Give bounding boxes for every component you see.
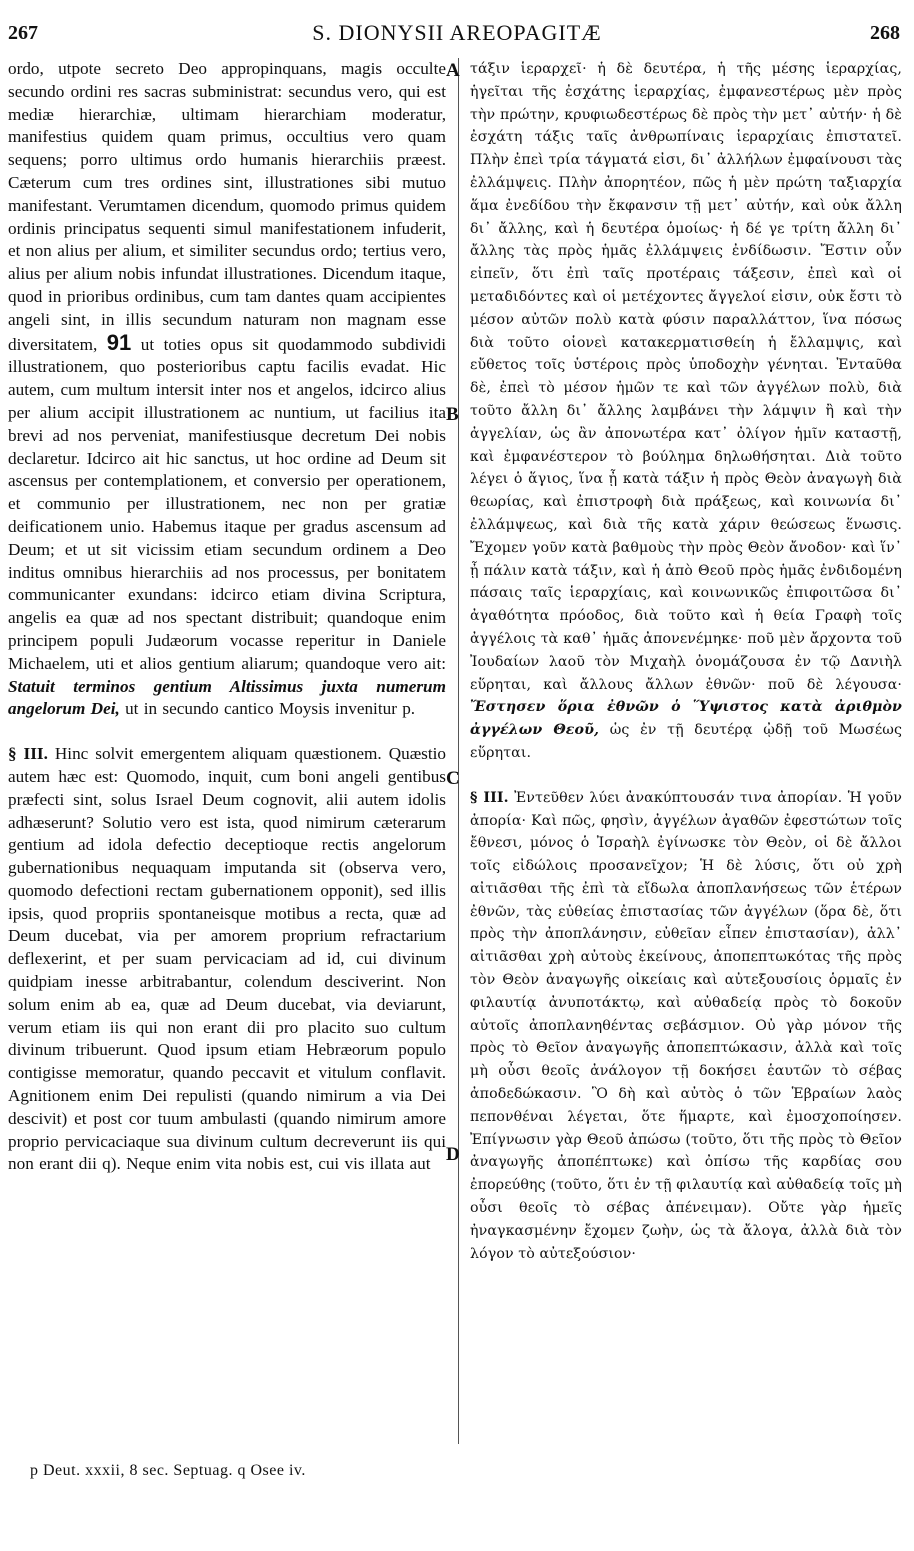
greek-quotation: Ἔστησεν ὅρια ἐθνῶν ὁ Ὕψιστος κατὰ ἀριθμὸν ἀγγέλων Θεοῦ, xyxy=(470,699,902,739)
column-number-91: 91 xyxy=(106,329,132,355)
greek-section-mark: § III. xyxy=(470,789,509,806)
latin-text-2: Hinc solvit emergentem aliquam quæstionem. Quæstio autem hæc est: Quomodo, inquit, cum boni angeli gentibus præfecti sint, solus Israel Deum cognovit, alii autem idolis adhæserunt? Solutio vero est ista, quod nimirum cæterarum gentium ad idola defectio deceptioque rectis angelorum gubernationibus nequaquam imputanda sit (observa vero, quomodo defectioni rectam gubernationem opponit), sed illis ipsis, quod propriis spontaneisque motibus a recta, quæ ad Deum ducebat, via per amorem proprium refractarium deflexerint, et per suam pervicaciam ad id, cui divinum quidpiam inesse arbitrabantur, colendum desciverint. Non solum enim ab ea, quæ ad Deum ducebat, via deviarunt, verum etiam iis qui non erant dii pro placito suo cultum divinum tribuerunt. Quod ipsum etiam Hebræorum populo contigisse memoratur, quando peccavit et vitulum conflavit. Agnitionem enim Dei repulisti (quando nimirum a via Dei descivit) et post cor tuum ambulasti (quando nimirum amore proprio pervicaciaque sua divinum cultum decreverunt iis qui non erant dii q). Neque enim vita nobis est, cui vis illata aut xyxy=(8,744,446,1174)
margin-letter-a: A xyxy=(446,60,460,81)
greek-text-1a: τάξιν ἱεραρχεῖ· ἡ δὲ δευτέρα, ἡ τῆς μέσης ἱεραρχίας, ἡγεῖται τῆς ἐσχάτης ἱεραρχίας, ἐμφανεστέρως μὲν πρὸς τὴν πρώτην, κρυφιωδεστέρως δὲ πρὸς τὴν μετ᾽ αὐτήν· ἡ δὲ ἐσχάτη τάξις ταῖς ἀνθρωπίναις ἱεραρχίαις ἐπιστατεῖ. Πλὴν ἐπεὶ τρία τάγματά εἰσι, δι᾽ ἀλλήλων ἐμφαίνουσι τὰς ἐλλάμψεις. Πλὴν ἀπορητέον, πῶς ἡ μὲν πρώτη ταξιαρχία ἅμα ἐνεδίδου τὴν ἔκφανσιν τῇ μετ᾽ αὐτήν, καὶ οὐκ ἄλλη δι᾽ ἄλλης, καὶ ἡ δευτέρα ὁμοίως· ἡ δέ γε τρίτη ἄλλη δι᾽ ἄλλης τὰς πρὸς ἡμᾶς ἐλλάμψεις ἐνδίδωσιν. Ἔστιν οὖν εἰπεῖν, ὅτι ἐπὶ ταῖς προτέραις τάξεσιν, ἐπεὶ καὶ οἱ μεταδιδόντες καὶ οἱ μετέχοντες ἄγγελοί εἰσιν, οὐκ ἔστι τὸ μέσον αὐτῶν πολὺ κατὰ φύσιν παραλλάττον, ἵνα πόσως διὰ τοῦτο οἱονεὶ κατακερματισθείη ἡ ἔλλαμψις, καὶ εὔθετος τοῖς ὑστέροις πρὸς ὑποδοχὴν γένηται. Ἐνταῦθα δὲ, ἐπεὶ τὸ μέσον ἡμῶν τε καὶ τῶν ἀγγέλων πολὺ, διὰ τοῦτο ἄλλη δι᾽ ἄλλης λαμβάνει τὴν λάμψιν ἢ καὶ τὴν ἀγγελίαν, ὡς ἂν ἀπονωτέρα κατ᾽ ὀλίγον ἡμῖν καταστῇ, καὶ ἐμφανέστερον τὸ βούλημα δηλωθήσηται. Διὰ τοῦτο λέγει ὁ ἅγιος, ἵνα ᾖ κατὰ τάξιν ἡ πρὸς Θεὸν ἀναγωγὴ διὰ θεωρίας, καὶ ἐπιστροφὴ διὰ πράξεως, καὶ κοινωνία δι᾽ ἐλλάμψεως, καὶ διὰ τῆς κατὰ χάριν θεώσεως ἕνωσις. Ἔχομεν γοῦν κατὰ βαθμοὺς τὴν πρὸς Θεὸν ἄνοδον· καὶ ἵν᾽ ᾖ πάλιν κατὰ τάξιν, καὶ ἡ ἀπὸ Θεοῦ πρὸς ἡμᾶς ἐνδιδομένη πάσαις ταῖς ἱεραρχίαις, καὶ κοινωνικῶς ἐπιφοιτῶσα δι᾽ ἀγαθότητα πρόοδος, διὰ τοῦτο καὶ ἡ θεία Γραφὴ τοῖς ἀγγέλοις τὰ καθ᾽ ἡμᾶς ἀπονενέμηκε· ποῦ μὲν ἄρχοντα τοῦ Ἰουδαίων λαοῦ τὸν Μιχαὴλ ὀνομάζουσα ἐν τῷ Δανιὴλ εὕρηται, καὶ ἄλλους ἄλλων ἐθνῶν· ποῦ δὲ λέγουσα· xyxy=(470,61,902,693)
latin-paragraph-1 xyxy=(8,58,446,721)
page-number-left: 267 xyxy=(8,22,38,44)
latin-text-1a: ordo, utpote secreto Deo appropinquans, magis occulte secundo ordini res sacras subministrat: secundus vero, qui est mediæ hierarchiæ, ultimam hierarchiam moderatur, manifestius quidem quam primus, occultius vero quam sequens; porro ultimus ordo humanis hierarchiis præest. Cæterum cum tres ordines sint, illustrationes sibi mutuo manifestant. Verumtamen dicendum, quomodo primus quidem ordinis principatus sequenti simul manifestationem infuderit, et non alius per alium, et similiter secundus ordo; tertius vero, alius per alium nobis infundat illustrationes. Dicendum itaque, quod in prioribus ordinibus, cum tam dantes quam accipientes angeli sint, in illis secundum naturam non magnam esse diversitatem, xyxy=(8,59,446,354)
margin-letter-b: B xyxy=(446,404,459,425)
latin-text-1c: ut in secundo cantico Moysis invenitur p. xyxy=(125,699,416,719)
page-number-right: 268 xyxy=(870,22,900,44)
column-divider xyxy=(458,58,459,1444)
latin-quotation: Statuit terminos gentium Altissimus juxta numerum angelorum Dei, xyxy=(8,676,446,719)
latin-paragraph-2 xyxy=(8,743,446,1176)
footnote: p Deut. xxxii, 8 sec. Septuag. q Osee iv. xyxy=(30,1462,306,1479)
greek-column xyxy=(470,58,902,1265)
latin-text-1b: ut toties opus sit quodammodo subdividi illustrationem, quo posterioribus captu facilis evadat. Hic autem, cum multum intersit inter nos et angelos, idcirco alius per alium accipit illustrationem ac nuntium, ut facilius ita brevi ad nos perveniat, manifestiusque decretum Dei nobis declaretur. Idcirco ait hic sanctus, ut hoc ordine ad Deum sit ascensus per contemplationem, et conversio per operationem, et communio per illustrationem, nec non per gratiæ deificationem unio. Habemus itaque per gradus ascensum ad Deum; et ut sit vicissim etiam secundum ordinem a Deo inditus omnibus hierarchiis ad nos processus, per bonitatem communicanter exundans: idcirco etiam divina Scriptura, angelis ea quæ ad nos spectant distribuit; quandoque enim principem populi Judæorum vocasse reperitur in Daniele Michaelem, uti et alios gentium aliarum; quandoque vero ait: xyxy=(8,334,447,673)
greek-text-1b: ὡς ἐν τῇ δευτέρᾳ ᾠδῇ τοῦ Μωσέως εὕρηται. xyxy=(470,722,903,761)
running-head: S. DIONYSII AREOPAGITÆ xyxy=(312,20,602,45)
margin-letter-c: C xyxy=(446,768,460,789)
greek-text-2: Ἐντεῦθεν λύει ἀνακύπτουσάν τινα ἀπορίαν. Ἡ γοῦν ἀπορία· Καὶ πῶς, φησὶν, ἀγγέλων ἀγαθῶν ἐφεστώτων τοῖς ἔθνεσι, μόνος ὁ Ἰσραὴλ ἐγίνωσκε τὸν Θεὸν, οἱ δὲ ἄλλοι τοῖς εἰδώλοις προσανεῖχον; Ἡ δὲ λύσις, ὅτι οὐ χρὴ αἰτιᾶσθαι τῆς ἐπὶ τὰ εἴδωλα ἀποπλανήσεως τῶν ἑτέρων ἐθνῶν, τὰς εὐθείας ἐπιστασίας τῶν ἀγγέλων (ὅρα δὲ, ὅτι πρὸς τὴν ἀποπλάνησιν, εὐθεῖαν εἶπεν ἐπιστασίαν), ἀλλ᾽ αἰτιᾶσθαι χρὴ αὐτοὺς ἐκείνους, ἀποπεπτωκότας τῆς πρὸς τὸν Θεὸν ἀναγωγῆς οἰκείαις καὶ αὐτεξουσίοις ὁρμαῖς ἐν φιλαυτίᾳ ἀνυποτάκτῳ, καὶ αὐθαδείᾳ πρὸς τὸ δοκοῦν αὐτοῖς ἀποπλανηθέντας σεβάσμιον. Οὐ γὰρ μόνον τῆς πρὸς τὸ Θεῖον ἀναγωγῆς ἀποπεπτώκασιν, ἀλλὰ καὶ τοῖς μὴ οὖσι θεοῖς ἀνάλογον τῇ δοκήσει ἑαυτῶν τὸ σέβας ἀποδεδώκασιν. Ὃ δὴ καὶ αὐτὸς ὁ τῶν Ἑβραίων λαὸς πεπονθέναι λέγεται, ὅτε ἥμαρτε, καὶ ἐμοσχοποίησεν. Ἐπίγνωσιν γὰρ Θεοῦ ἀπώσω (τοῦτο, ὅτι τῆς πρὸς τὸ Θεῖον ἀναγωγῆς ἀποπέπτωκε) καὶ ὀπίσω τῆς καρδίας σου ἐπορεύθης (τοῦτο, ὅτι ἐν τῇ φιλαυτίᾳ καὶ αὐθαδείᾳ τοῖς μὴ οὖσι θεοῖς τὸ σέβας ἀπένειμαν). Οὔτε γὰρ ἡμεῖς ἠναγκασμένην ἔχομεν ζωὴν, ὡς τὰ ἄλογα, ἀλλὰ διὰ τὸν λόγον τὸ αὐτεξούσιον· xyxy=(470,789,902,1262)
latin-section-mark: § III. xyxy=(8,744,48,764)
greek-paragraph-2 xyxy=(470,787,902,1266)
latin-column xyxy=(8,58,446,1176)
margin-letter-d: D xyxy=(446,1144,460,1165)
greek-paragraph-1 xyxy=(470,58,902,765)
